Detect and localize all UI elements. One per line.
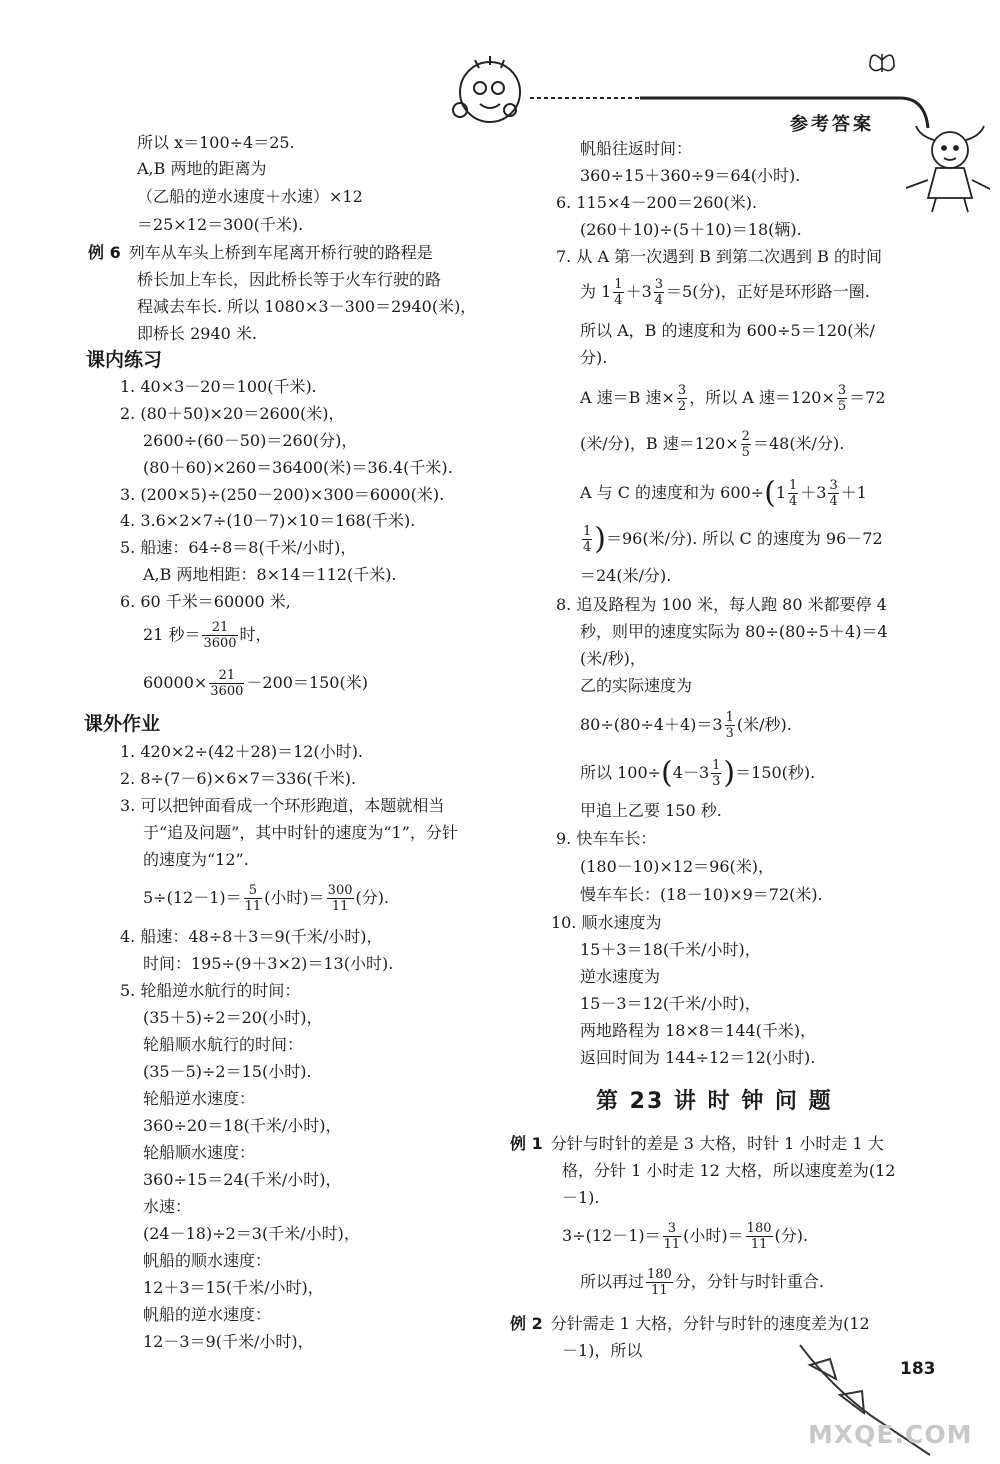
- denominator: 3600: [203, 636, 237, 651]
- text-span: ＋1: [840, 483, 867, 502]
- numerator: 180: [746, 1221, 772, 1236]
- formula-line: [580, 381, 886, 415]
- text-span: ＝72: [849, 388, 886, 407]
- text-line: 格，分针 1 小时走 12 大格，所以速度差为(12: [562, 1161, 896, 1180]
- butterfly-icon: [870, 54, 894, 72]
- denominator: 11: [651, 1283, 668, 1298]
- fraction: [725, 710, 735, 741]
- formula-line: [143, 881, 389, 915]
- lecture-title: 第 23 讲 时 钟 问 题: [596, 1089, 833, 1114]
- text-line: A,B 两地相距：8×14＝112(千米).: [143, 565, 397, 584]
- denominator: 11: [244, 899, 262, 914]
- text-span: 列车从车头上桥到车尾离开桥行驶的路程是: [128, 243, 433, 262]
- denominator: 2: [677, 399, 687, 414]
- denominator: 3600: [210, 684, 244, 699]
- text-line: 5. 船速：64÷8＝8(千米/小时)，: [120, 538, 357, 557]
- text-span: A 与 C 的速度和为 600÷: [580, 483, 765, 502]
- text-span: 60000×: [143, 673, 208, 692]
- fraction: [746, 1221, 773, 1252]
- text-line: 2. (80＋50)×20＝2600(米)，: [120, 404, 345, 423]
- text-line: 分).: [580, 348, 608, 367]
- text-span: 5÷(12－1)＝: [143, 888, 242, 907]
- formula-line: [580, 708, 792, 742]
- numerator: 3: [677, 383, 687, 398]
- text-span: 4－3: [672, 763, 710, 782]
- text-span: ＝150(秒).: [735, 763, 816, 782]
- formula-line: [580, 522, 883, 556]
- text-line: (180－10)×12＝96(米)，: [580, 857, 774, 876]
- text-line: 4. 船速：48÷8＋3＝9(千米/小时)，: [120, 927, 383, 946]
- text-span: ，所以 A 速＝120×: [689, 388, 835, 407]
- denominator: 5: [837, 399, 847, 414]
- text-span: 所以再过: [580, 1272, 645, 1291]
- formula-line: [580, 427, 844, 461]
- text-line: (260＋10)÷(5＋10)＝18(辆).: [580, 220, 802, 239]
- denominator: 4: [789, 494, 798, 509]
- denominator: 11: [750, 1237, 768, 1252]
- text-span: －200＝150(米): [246, 673, 368, 692]
- text-line: 程减去车长. 所以 1080×3－300＝2940(米)，: [137, 297, 477, 316]
- text-line: 轮船顺水航行的时间：: [143, 1035, 304, 1054]
- text-line: 3. (200×5)÷(250－200)×300＝6000(米).: [120, 485, 445, 504]
- text-line: 1. 40×3－20＝100(千米).: [120, 377, 317, 396]
- numerator: 3: [829, 478, 838, 493]
- fraction: [613, 277, 623, 308]
- section-heading-homework: 课外作业: [84, 713, 161, 735]
- text-line: 轮船顺水速度：: [143, 1143, 256, 1162]
- text-line: 9. 快车车长：: [556, 829, 657, 848]
- text-span: (米/秒).: [736, 715, 792, 734]
- text-line: 2. 8÷(7－6)×6×7＝336(千米).: [120, 769, 357, 788]
- formula-line: [143, 666, 368, 700]
- text-span: 所以 100÷: [580, 763, 662, 782]
- text-line: 于“追及问题”，其中时针的速度为“1”，分针: [143, 823, 458, 842]
- right-paren: ): [594, 521, 606, 557]
- text-span: 为 1: [580, 282, 612, 301]
- numerator: 21: [209, 668, 244, 684]
- text-line: 4. 3.6×2×7÷(10－7)×10＝168(千米).: [120, 511, 416, 530]
- denominator: 4: [614, 293, 623, 308]
- text-line: （乙船的逆水速度＋水速）×12: [137, 187, 363, 206]
- left-paren: (: [764, 475, 776, 511]
- text-line: (米/秒)，: [580, 649, 646, 668]
- text-span: (小时)＝: [264, 888, 325, 907]
- page-number: 183: [900, 1359, 936, 1379]
- formula-line: [562, 1219, 808, 1253]
- numerator: 1: [725, 710, 734, 725]
- text-line: 水速：: [143, 1197, 192, 1216]
- text-line: －1)，所以: [562, 1341, 643, 1360]
- text-line: 360÷15＝24(千米/小时)，: [143, 1170, 342, 1189]
- formula-line: [143, 618, 272, 652]
- text-line: 甲追上乙要 150 秒.: [580, 801, 722, 820]
- text-span: (分).: [774, 1226, 809, 1245]
- fraction: [837, 383, 847, 414]
- text-span: 分针与时针的差是 3 大格，时针 1 小时走 1 大: [550, 1134, 884, 1153]
- text-line: 1. 420×2÷(42＋28)＝12(小时).: [120, 742, 364, 761]
- header-title: 参考答案: [790, 114, 874, 135]
- text-line: 8. 追及路程为 100 米，每人跑 80 米都要停 4: [556, 595, 887, 614]
- text-line: 即桥长 2940 米.: [137, 324, 257, 343]
- text-line: ＝24(米/分).: [580, 566, 672, 585]
- formula-line: [580, 1265, 824, 1299]
- text-line: 所以 A，B 的速度和为 600÷5＝120(米/: [580, 321, 875, 340]
- text-span: ＋3: [625, 282, 652, 301]
- numerator: 300: [327, 883, 353, 898]
- left-paren: (: [661, 755, 673, 791]
- text-line: 乙的实际速度为: [580, 676, 693, 695]
- text-span: 时，: [239, 625, 272, 644]
- text-span: (米/分)，B 速＝120×: [580, 434, 739, 453]
- text-line: 12＋3＝15(千米/小时)，: [143, 1278, 324, 1297]
- fraction: [663, 1221, 682, 1252]
- text-span: 3÷(12－1)＝: [562, 1226, 661, 1245]
- text-span: ＋3: [800, 483, 827, 502]
- text-line: (35－5)÷2＝15(小时).: [143, 1062, 312, 1081]
- numerator: 1: [789, 478, 798, 493]
- formula-line: [580, 275, 870, 309]
- text-line: 5. 轮船逆水航行的时间：: [120, 981, 301, 1000]
- text-line: 的速度为“12”.: [143, 850, 249, 869]
- numerator: 1: [712, 758, 721, 773]
- denominator: 3: [725, 726, 734, 741]
- fraction: [711, 758, 721, 789]
- text-span: 80÷(80÷4＋4)＝3: [580, 715, 723, 734]
- text-line: 12－3＝9(千米/小时)，: [143, 1332, 314, 1351]
- denominator: 11: [663, 1237, 681, 1252]
- fraction: [788, 478, 798, 509]
- denominator: 5: [741, 445, 750, 460]
- text-span: 分针需走 1 大格，分针与时针的速度差为(12: [550, 1314, 870, 1333]
- text-line: A,B 两地的距离为: [137, 159, 267, 178]
- text-line: 360÷20＝18(千米/小时)，: [143, 1116, 342, 1135]
- example-label: 例 2: [510, 1314, 543, 1333]
- fraction: [677, 383, 687, 414]
- text-line: 帆船的逆水速度：: [143, 1305, 272, 1324]
- right-paren: ): [723, 755, 736, 791]
- text-line: 逆水速度为: [580, 967, 661, 986]
- numerator: 1: [583, 524, 592, 539]
- text-line: 两地路程为 18×8＝144(千米)，: [580, 1021, 817, 1040]
- text-span: 1: [775, 483, 786, 502]
- numerator: 5: [244, 883, 263, 899]
- fraction: [646, 1267, 673, 1298]
- text-span: ＝48(米/分).: [752, 434, 845, 453]
- numerator: 2: [741, 429, 750, 444]
- fraction: [654, 277, 664, 308]
- cartoon-face-icon: [453, 56, 520, 122]
- fraction: [582, 524, 592, 555]
- fraction: [828, 478, 838, 509]
- numerator: 1: [614, 277, 623, 292]
- text-span: (分).: [355, 888, 390, 907]
- denominator: 3: [712, 774, 721, 789]
- text-line: 6. 60 千米＝60000 米,: [120, 592, 291, 611]
- fraction: [244, 883, 263, 914]
- text-line: 所以 x＝100÷4＝25.: [137, 133, 295, 152]
- text-span: 分，分针与时针重合.: [674, 1272, 824, 1291]
- text-line: (24－18)÷2＝3(千米/小时)，: [143, 1224, 360, 1243]
- example-1-line: [510, 1132, 884, 1156]
- text-line: ＝25×12＝300(千米).: [137, 215, 304, 234]
- example-2-line: [510, 1312, 870, 1336]
- numerator: 21: [202, 620, 237, 636]
- text-line: 秒，则甲的速度实际为 80÷(80÷5＋4)＝4: [580, 622, 888, 641]
- text-line: 10. 顺水速度为: [551, 913, 662, 932]
- text-span: ＝5(分)，正好是环形路一圈.: [666, 282, 870, 301]
- text-line: 3. 可以把钟面看成一个环形跑道，本题就相当: [120, 796, 445, 815]
- text-line: 360÷15＋360÷9＝64(小时).: [580, 166, 801, 185]
- text-line: 返回时间为 144÷12＝12(小时).: [580, 1048, 816, 1067]
- fraction: [209, 668, 244, 699]
- text-span: 21 秒＝: [143, 625, 201, 644]
- text-line: (80＋60)×260＝36400(米)＝36.4(千米).: [143, 458, 453, 477]
- example-6-line: [88, 241, 433, 265]
- fraction: [202, 620, 237, 651]
- example-label: 例 6: [88, 243, 121, 262]
- header-rule-line: [640, 98, 928, 128]
- section-heading-practice: 课内练习: [86, 349, 163, 371]
- text-line: 桥长加上车长，因此桥长等于火车行驶的路: [137, 270, 442, 289]
- formula-line: [580, 476, 867, 510]
- text-span: (小时)＝: [683, 1226, 744, 1245]
- fraction: [741, 429, 751, 460]
- text-line: 15－3＝12(千米/小时)，: [580, 994, 761, 1013]
- numerator: 3: [663, 1221, 682, 1237]
- watermark: MXQE.COM: [808, 1420, 973, 1449]
- text-line: －1).: [562, 1188, 600, 1207]
- text-line: 慢车车长：(18－10)×9＝72(米).: [580, 885, 823, 904]
- example-label: 例 1: [510, 1134, 543, 1153]
- numerator: 180: [647, 1267, 672, 1282]
- fraction: [327, 883, 354, 914]
- text-line: (35＋5)÷2＝20(小时)，: [143, 1008, 323, 1027]
- text-line: 7. 从 A 第一次遇到 B 到第二次遇到 B 的时间: [556, 247, 882, 266]
- text-line: 时间：195÷(9＋3×2)＝13(小时).: [143, 954, 394, 973]
- text-line: 帆船的顺水速度：: [143, 1251, 272, 1270]
- text-line: 帆船往返时间：: [580, 139, 693, 158]
- text-line: 轮船逆水速度：: [143, 1089, 256, 1108]
- text-span: A 速＝B 速×: [580, 388, 675, 407]
- formula-line: [580, 756, 815, 790]
- numerator: 3: [654, 277, 664, 292]
- girl-illustration-icon: [906, 126, 990, 212]
- text-line: 2600÷(60－50)＝260(分)，: [143, 431, 358, 450]
- denominator: 4: [654, 293, 664, 308]
- denominator: 4: [583, 540, 592, 555]
- denominator: 11: [331, 899, 349, 914]
- text-line: 15＋3＝18(千米/小时)，: [580, 940, 761, 959]
- denominator: 4: [829, 494, 838, 509]
- text-line: 6. 115×4－200＝260(米).: [556, 193, 758, 212]
- numerator: 3: [837, 383, 847, 398]
- text-span: ＝96(米/分). 所以 C 的速度为 96－72: [606, 529, 883, 548]
